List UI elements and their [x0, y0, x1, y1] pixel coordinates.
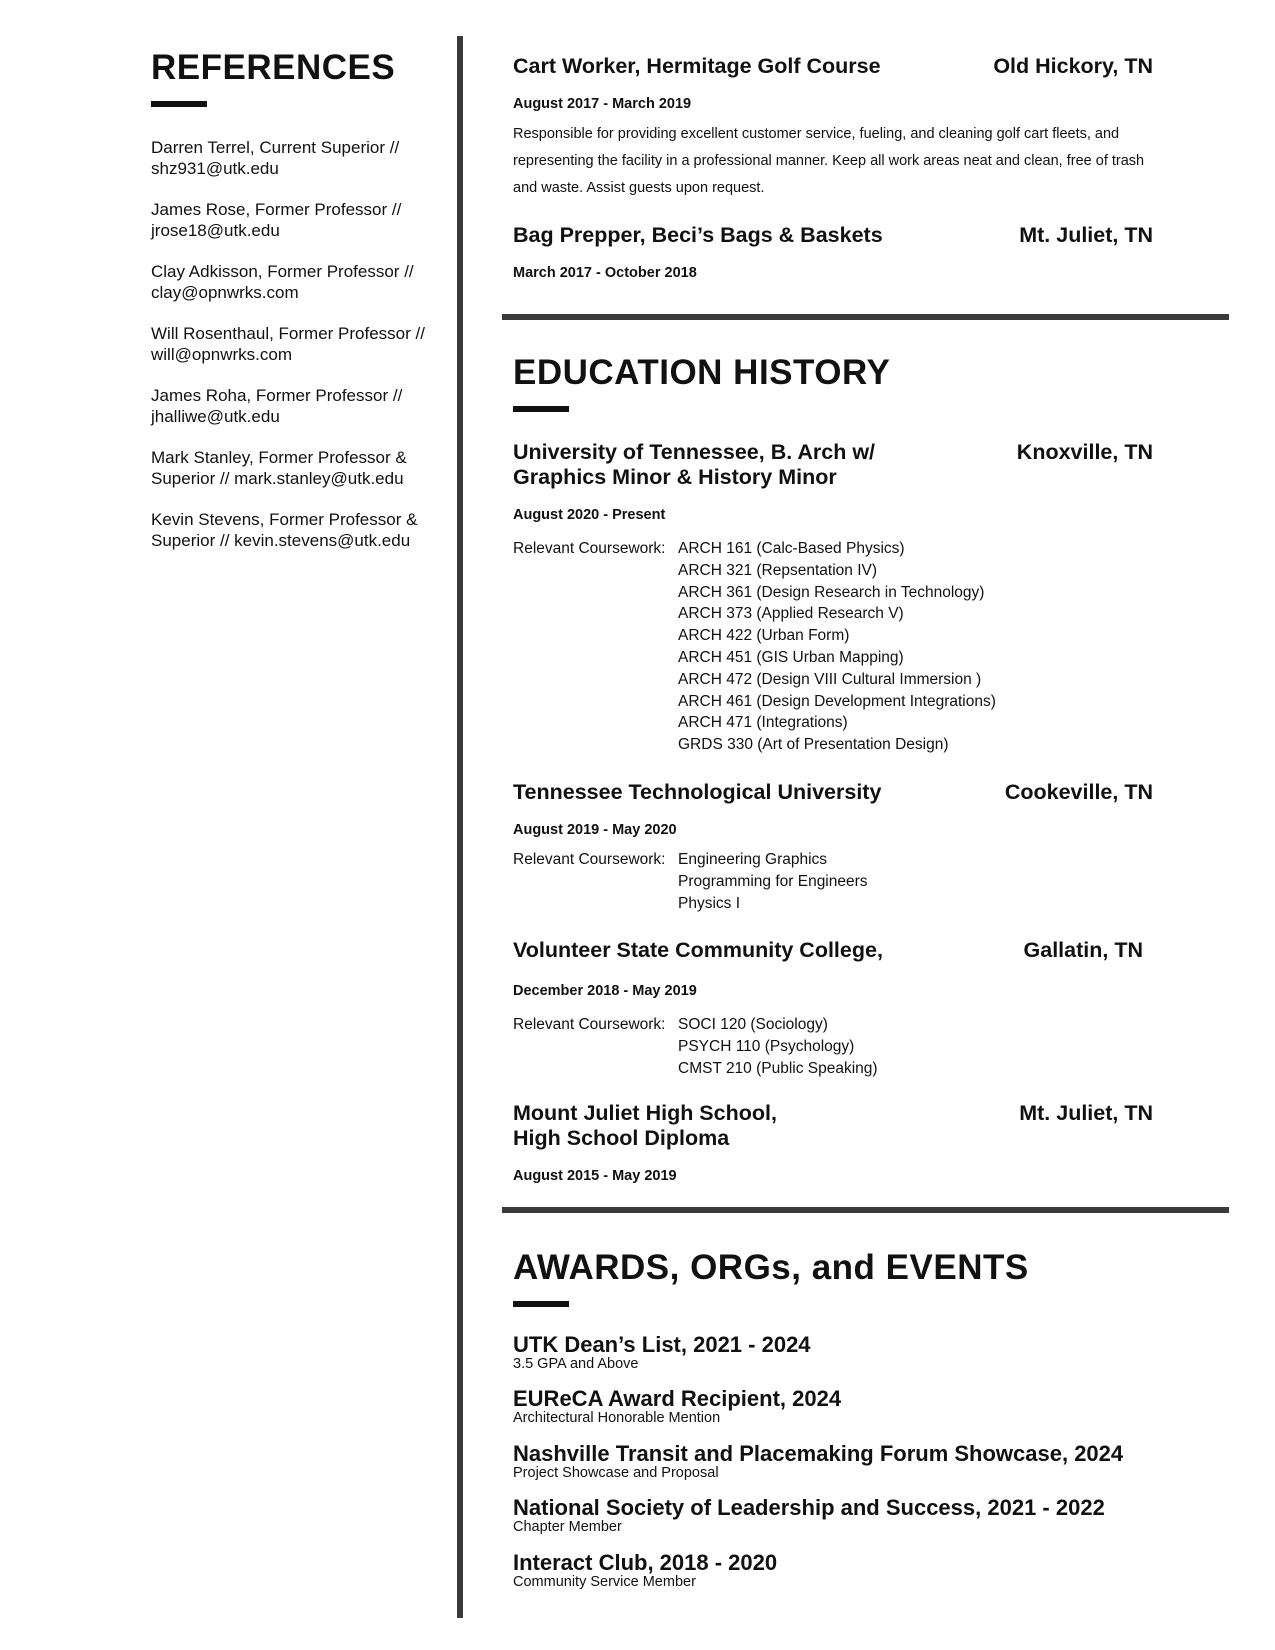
references-list: [151, 137, 451, 551]
job-dates: March 2017 - October 2018: [513, 265, 697, 281]
award-title: Interact Club, 2018 - 2020: [513, 1550, 778, 1575]
school-name: [513, 1101, 777, 1151]
school-name-line: High School Diploma: [513, 1126, 730, 1150]
school-name-line: Mount Juliet High School,: [513, 1101, 777, 1125]
awards-heading: [513, 1250, 1153, 1307]
course-item: SOCI 120 (Sociology): [678, 1016, 828, 1033]
job-dates: August 2017 - March 2019: [513, 96, 692, 112]
awards-title: AWARDS, ORGs, and EVENTS: [513, 1248, 1029, 1287]
reference-line: Kevin Stevens, Former Professor &: [151, 510, 418, 529]
school-entry: [513, 440, 1153, 756]
course-item: ARCH 451 (GIS Urban Mapping): [678, 648, 904, 666]
course-item: ARCH 461 (Design Development Integrations): [678, 692, 996, 710]
school-header: [513, 780, 1153, 805]
school-name: Tennessee Technological University: [513, 780, 882, 804]
school-dates: December 2018 - May 2019: [513, 983, 697, 999]
coursework-label: Relevant Coursework:: [513, 1016, 666, 1033]
reference-contact: will@opnwrks.com: [151, 345, 293, 364]
column-divider: [457, 36, 463, 1618]
award-item: [513, 1496, 1153, 1535]
course-item: ARCH 321 (Repsentation IV): [678, 561, 878, 579]
title-underline: [513, 406, 569, 412]
award-subtitle: Community Service Member: [513, 1574, 696, 1590]
coursework-label: Relevant Coursework:: [513, 851, 666, 868]
course-item: Programming for Engineers: [678, 872, 868, 890]
course-item: ARCH 422 (Urban Form): [678, 627, 850, 645]
reference-item: [151, 385, 451, 427]
award-item: [513, 1387, 1153, 1426]
reference-item: [151, 137, 451, 179]
school-entry: [513, 780, 1153, 914]
award-title: Nashville Transit and Placemaking Forum Showcase, 2024: [513, 1441, 1124, 1466]
job-location: Old Hickory, TN: [993, 54, 1153, 78]
school-header: [513, 938, 1143, 963]
work-entry: [513, 223, 1153, 282]
school-entry: [513, 938, 1153, 1079]
reference-item: [151, 199, 451, 241]
reference-contact: Superior // mark.stanley@utk.edu: [151, 469, 404, 488]
reference-contact: jrose18@utk.edu: [151, 221, 280, 240]
coursework-label: Relevant Coursework:: [513, 540, 666, 557]
section-divider-work: [502, 314, 1229, 320]
job-location: Mt. Juliet, TN: [1019, 223, 1153, 247]
award-item: [513, 1333, 1153, 1372]
job-title: Cart Worker, Hermitage Golf Course: [513, 54, 881, 78]
school-location: Knoxville, TN: [1016, 440, 1153, 464]
award-title: EUReCA Award Recipient, 2024: [513, 1386, 842, 1411]
reference-item: [151, 509, 451, 551]
school-name-line: University of Tennessee, B. Arch w/: [513, 440, 876, 464]
school-name-line: Graphics Minor & History Minor: [513, 465, 837, 489]
reference-item: [151, 447, 451, 489]
school-name: [513, 440, 875, 490]
reference-contact: Superior // kevin.stevens@utk.edu: [151, 531, 411, 550]
coursework: [513, 538, 1153, 756]
course-item: ARCH 472 (Design VIII Cultural Immersion ): [678, 670, 982, 688]
course-item: ARCH 471 (Integrations): [678, 714, 848, 732]
coursework: [513, 849, 1153, 914]
title-underline: [513, 1301, 569, 1307]
coursework: [513, 1014, 1153, 1079]
award-title: National Society of Leadership and Success, 2021 - 2022: [513, 1495, 1105, 1520]
coursework-list: [678, 538, 996, 756]
school-location: Gallatin, TN: [1023, 938, 1143, 962]
reference-line: Darren Terrel, Current Superior //: [151, 138, 400, 157]
award-item: [513, 1551, 1153, 1590]
reference-line: Clay Adkisson, Former Professor //: [151, 262, 414, 281]
award-subtitle: Architectural Honorable Mention: [513, 1410, 721, 1426]
reference-line: James Roha, Former Professor //: [151, 386, 403, 405]
school-location: Cookeville, TN: [1004, 780, 1153, 804]
references-title: REFERENCES: [151, 48, 396, 87]
school-header: [513, 440, 1153, 490]
award-subtitle: Chapter Member: [513, 1519, 622, 1535]
coursework-list: [678, 849, 868, 914]
coursework-list: [678, 1014, 878, 1079]
reference-contact: clay@opnwrks.com: [151, 283, 299, 302]
reference-line: Mark Stanley, Former Professor &: [151, 448, 407, 467]
references-section: [151, 50, 451, 551]
school-location: Mt. Juliet, TN: [1019, 1101, 1153, 1125]
course-item: Engineering Graphics: [678, 851, 828, 868]
course-item: ARCH 161 (Calc-Based Physics): [678, 540, 905, 557]
reference-item: [151, 323, 451, 365]
school-entry: [513, 1101, 1153, 1185]
award-item: [513, 1442, 1153, 1481]
school-dates: August 2015 - May 2019: [513, 1168, 677, 1184]
course-item: ARCH 361 (Design Research in Technology): [678, 583, 985, 601]
award-subtitle: 3.5 GPA and Above: [513, 1356, 639, 1372]
reference-line: James Rose, Former Professor //: [151, 200, 402, 219]
reference-item: [151, 261, 451, 303]
school-name: Volunteer State Community College,: [513, 938, 883, 962]
course-item: ARCH 373 (Applied Research V): [678, 605, 904, 623]
job-description: Responsible for providing excellent customer service, fueling, and cleaning golf cart fleets, and representing the facility in a professional manner. Keep all work areas neat and clean, free of trash and waste. Assist guests upon request.: [513, 126, 1145, 196]
course-item: PSYCH 110 (Psychology): [678, 1037, 855, 1055]
title-underline: [151, 101, 207, 107]
education-heading: [513, 355, 1153, 412]
school-dates: August 2019 - May 2020: [513, 822, 677, 838]
course-item: CMST 210 (Public Speaking): [678, 1059, 878, 1077]
work-entry: [513, 54, 1153, 202]
reference-line: Will Rosenthaul, Former Professor //: [151, 324, 425, 343]
course-item: GRDS 330 (Art of Presentation Design): [678, 736, 949, 754]
job-header: [513, 54, 1153, 79]
award-subtitle: Project Showcase and Proposal: [513, 1465, 719, 1481]
school-header: [513, 1101, 1153, 1151]
job-header: [513, 223, 1153, 248]
section-divider-education: [502, 1207, 1229, 1213]
education-title: EDUCATION HISTORY: [513, 353, 891, 392]
job-title: Bag Prepper, Beci’s Bags & Baskets: [513, 223, 883, 247]
reference-contact: jhalliwe@utk.edu: [151, 407, 280, 426]
school-dates: August 2020 - Present: [513, 507, 666, 523]
reference-contact: shz931@utk.edu: [151, 159, 279, 178]
award-title: UTK Dean’s List, 2021 - 2024: [513, 1332, 811, 1357]
course-item: Physics I: [678, 894, 741, 912]
